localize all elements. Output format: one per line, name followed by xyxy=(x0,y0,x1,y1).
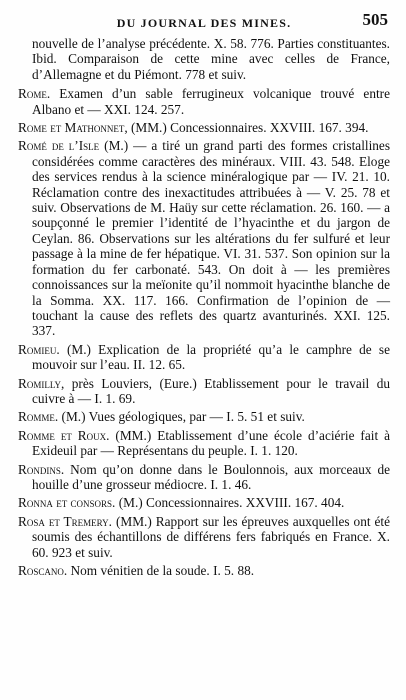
index-entry xyxy=(18,342,390,373)
entry-name: Rome et Mathonnet, xyxy=(18,120,128,136)
page-number: 505 xyxy=(362,10,388,29)
index-entry-continuation xyxy=(18,36,390,82)
entry-name: Ronna et consors. xyxy=(18,495,116,511)
page-header xyxy=(18,10,390,36)
index-entry xyxy=(18,563,390,578)
entry-name: Rosa et Tremery. xyxy=(18,513,113,529)
index-entry xyxy=(18,138,390,338)
index-entries xyxy=(18,36,390,578)
entry-name: Romieu. xyxy=(18,341,60,357)
entry-name: Romilly, xyxy=(18,375,65,391)
entry-text: Examen d’un sable ferrugineux volcanique trouvé entre Albano et — XXI. 124. 257. xyxy=(32,86,390,117)
index-entry xyxy=(18,428,390,459)
entry-text: (MM.) Rapport sur les épreuves auxquelles ont été soumis des échantillons de différens fers fabriqués en France. X. 60. 923 et suiv. xyxy=(32,513,391,560)
entry-text: (M.) Concessionnaires. XXVIII. 167. 404. xyxy=(118,495,345,511)
index-entry xyxy=(18,376,390,407)
entry-name: Rondins. xyxy=(18,461,65,477)
entry-text: (M.) Explication de la propriété qu’a le camphre de se mouvoir sur l’eau. II. 12. 65. xyxy=(32,341,391,373)
entry-text: (M.) — a tiré un grand parti des formes cristallines considérées comme caractères des minéraux. VIII. 43. 548. Eloge des services rendus à la science minéralogique par — IV. 21. 10. Réclamation contre des inexactitudes attribuées à — V. 25. 78 et suiv. Observations de M. Haüy sur cette réclamation. 26. 160. — a soupçonné le premier l’identité de l’hyacinthe et du jargon de Ceylan. 86. Observations sur les altérations du fer sulfuré et leur passage à la mine de fer hépatique. VI. 31. 537. Son opinion sur la formation du fer carbonaté. 543. On doit à — les premières connoissances sur la meïonite qu’il nommoit hyacinthe blanche de la Somma. XX. 117. 166. Confirmation de l’opinion de — touchant la cause des reflets des quartz avanturinés. XXI. 125. 337. xyxy=(32,138,391,339)
entry-name: Rome. xyxy=(18,86,51,102)
entry-name: Romme et Roux. xyxy=(18,427,110,443)
entry-name: Romé de l’Isle xyxy=(18,138,100,154)
index-entry xyxy=(18,120,390,135)
index-entry xyxy=(18,462,390,493)
running-title: DU JOURNAL DES MINES. xyxy=(116,16,292,30)
entry-text: (MM.) Concessionnaires. XXVIII. 167. 394. xyxy=(130,120,369,136)
index-entry xyxy=(18,495,390,510)
entry-text: nouvelle de l’analyse précédente. X. 58. 776. Parties constituantes. Ibid. Comparaison de cette mine avec celles de France, d’Allemagne et du Piémont. 778 et suiv. xyxy=(32,36,390,82)
index-entry xyxy=(18,86,390,117)
entry-text: (MM.) Etablissement d’une école d’aciérie fait à Exideuil par — Représentans du peuple. I. 1. 120. xyxy=(32,427,390,459)
index-entry xyxy=(18,514,390,560)
entry-text: (M.) Vues géologiques, par — I. 5. 51 et suiv. xyxy=(61,409,305,425)
entry-text: Nom qu’on donne dans le Boulonnois, aux morceaux de houille d’une grosseur médiocre. I. 1. 46. xyxy=(32,461,391,492)
entry-name: Romme. xyxy=(18,409,59,425)
entry-text: Nom vénitien de la soude. I. 5. 88. xyxy=(70,563,255,578)
entry-name: Roscano. xyxy=(18,563,68,578)
index-entry xyxy=(18,409,390,424)
entry-text: près Louviers, (Eure.) Etablissement pour le travail du cuivre à — I. 1. 69. xyxy=(32,375,390,406)
